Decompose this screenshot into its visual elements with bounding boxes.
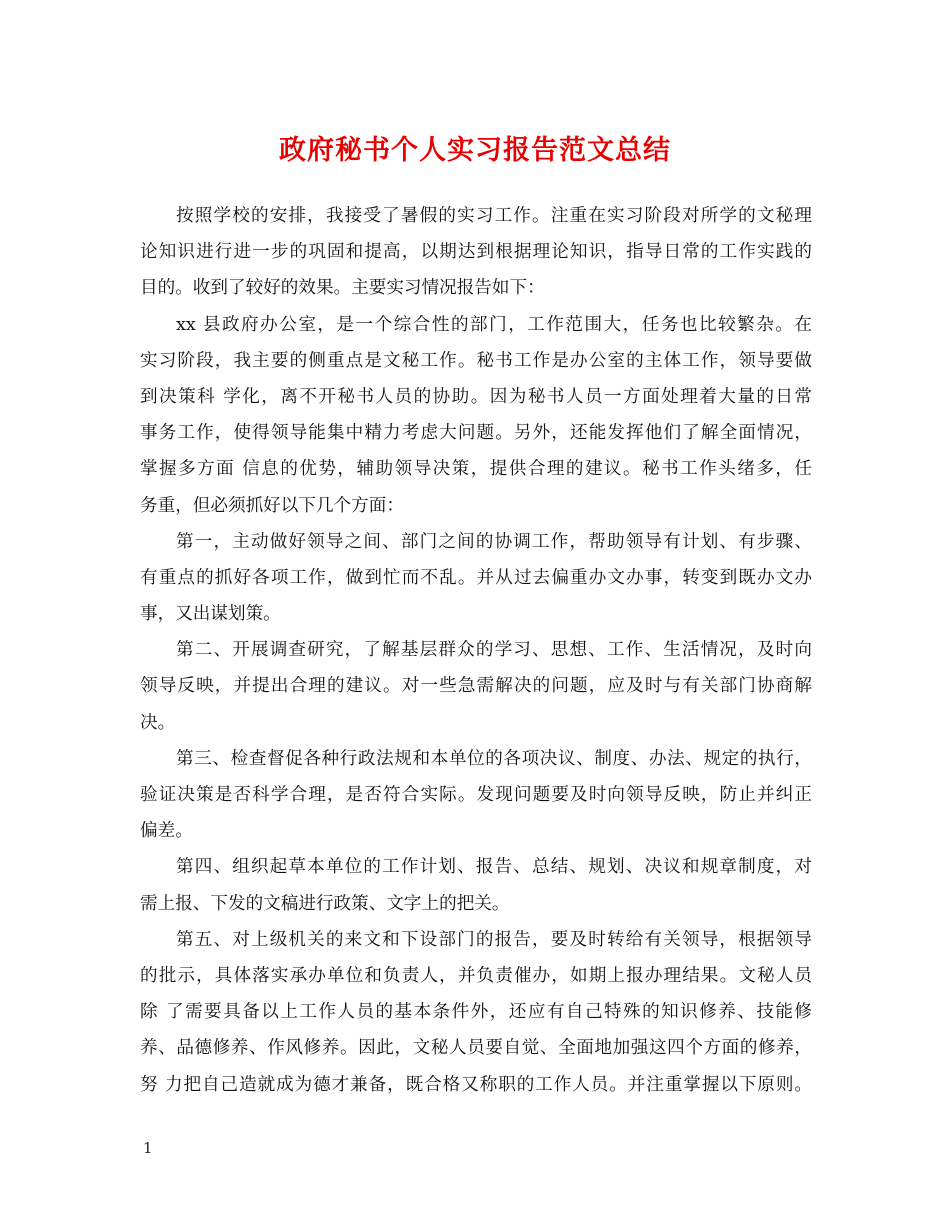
text-line: 第二、开展调查研究，了解基层群众的学习、思想、工作、生活情况，及时向 bbox=[176, 640, 812, 661]
text-line: 实习阶段，我主要的侧重点是文秘工作。秘书工作是办公室的主体工作，领导要做 bbox=[140, 350, 812, 371]
text-line: 务重，但必须抓好以下几个方面： bbox=[140, 495, 404, 516]
document-body bbox=[140, 198, 812, 1103]
document-title: 政府秘书个人实习报告范文总结 bbox=[279, 135, 671, 166]
text-line: 养、品德修养、作风修养。因此，文秘人员要自觉、全面地加强这四个方面的修养， bbox=[140, 1038, 812, 1059]
text-line: 领导反映，并提出合理的建议。对一些急需解决的问题，应及时与有关部门协商解 bbox=[140, 676, 812, 697]
text-line: 第四、组织起草本单位的工作计划、报告、总结、规划、决议和规章制度，对 bbox=[176, 857, 812, 878]
text-line: 目的。收到了较好的效果。主要实习情况报告如下： bbox=[140, 278, 545, 299]
text-line: 第五、对上级机关的来文和下设部门的报告，要及时转给有关领导，根据领导 bbox=[176, 929, 812, 950]
text-line: 需上报、下发的文稿进行政策、文字上的把关。 bbox=[140, 893, 510, 914]
text-line: 努 力把自己造就成为德才兼备，既合格又称职的工作人员。并注重掌握以下原则。 bbox=[140, 1074, 812, 1095]
text-line: 除 了需要具备以上工作人员的基本条件外，还应有自己特殊的知识修养、技能修 bbox=[140, 1002, 812, 1023]
text-line: 事，又出谋划策。 bbox=[140, 604, 281, 625]
text-line: 的批示，具体落实承办单位和负责人，并负责催办，如期上报办理结果。文秘人员 bbox=[140, 965, 812, 986]
text-line: xx 县政府办公室，是一个综合性的部门，工作范围大，任务也比较繁杂。在 bbox=[176, 314, 812, 335]
text-line: 按照学校的安排，我接受了暑假的实习工作。注重在实习阶段对所学的文秘理 bbox=[176, 206, 812, 226]
page-number: 1 bbox=[143, 1139, 153, 1157]
text-line: 掌握多方面 信息的优势，辅助领导决策，提供合理的建议。秘书工作头绪多，任 bbox=[140, 459, 812, 480]
text-line: 有重点的抓好各项工作，做到忙而不乱。并从过去偏重办文办事，转变到既办文办 bbox=[140, 567, 812, 588]
text-line: 事务工作，使得领导能集中精力考虑大问题。另外，还能发挥他们了解全面情况， bbox=[140, 423, 812, 444]
text-line: 第三、检查督促各种行政法规和本单位的各项决议、制度、办法、规定的执行， bbox=[176, 748, 812, 769]
text-line: 验证决策是否科学合理，是否符合实际。发现问题要及时向领导反映，防止并纠正 bbox=[140, 785, 812, 805]
text-line: 到决策科 学化，离不开秘书人员的协助。因为秘书人员一方面处理着大量的日常 bbox=[140, 386, 812, 407]
text-line: 第一，主动做好领导之间、部门之间的协调工作，帮助领导有计划、有步骤、 bbox=[176, 531, 812, 552]
text-line: 偏差。 bbox=[140, 821, 193, 842]
text-line: 决。 bbox=[140, 712, 176, 733]
text-line: 论知识进行进一步的巩固和提高，以期达到根据理论知识，指导日常的工作实践的 bbox=[140, 242, 812, 263]
